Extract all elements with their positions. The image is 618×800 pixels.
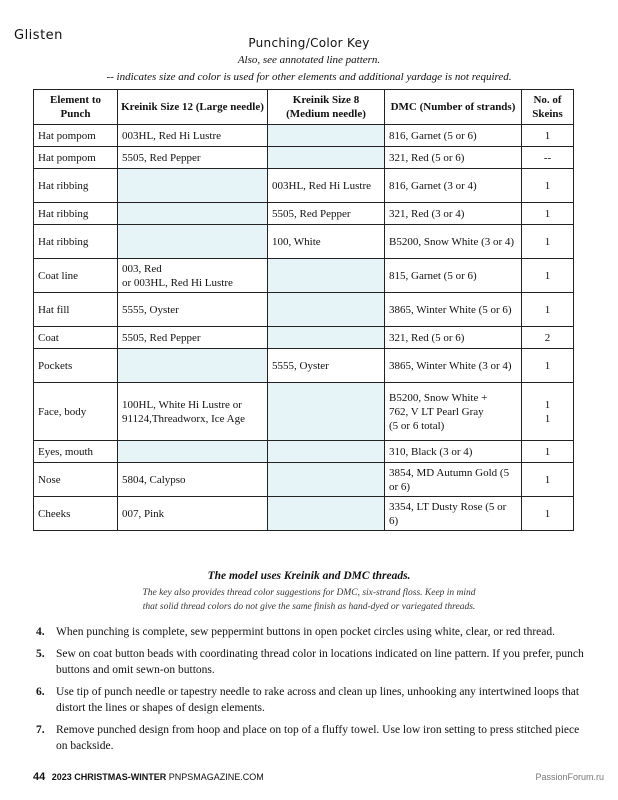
table-cell: 321, Red (5 or 6) bbox=[385, 327, 522, 349]
table-cell: 5505, Red Pepper bbox=[268, 203, 385, 225]
key-note-line-2: that solid thread colors do not give the same finish as hand-dyed or variegated threads. bbox=[142, 602, 476, 612]
table-cell: Hat pompom bbox=[34, 125, 118, 147]
table-cell: B5200, Snow White (3 or 4) bbox=[385, 225, 522, 259]
table-cell bbox=[118, 169, 268, 203]
table-cell: Coat line bbox=[34, 259, 118, 293]
table-cell: 1 1 bbox=[522, 383, 574, 441]
table-row bbox=[34, 169, 574, 203]
column-header: Kreinik Size 8 (Medium needle) bbox=[268, 90, 385, 125]
table-cell: 1 bbox=[522, 169, 574, 203]
table-cell: 321, Red (3 or 4) bbox=[385, 203, 522, 225]
table-row bbox=[34, 293, 574, 327]
step-item bbox=[36, 624, 588, 640]
table-cell: 2 bbox=[522, 327, 574, 349]
table-cell bbox=[268, 463, 385, 497]
table-row bbox=[34, 203, 574, 225]
table-cell: -- bbox=[522, 147, 574, 169]
table-cell: 5555, Oyster bbox=[268, 349, 385, 383]
table-cell: 5804, Calypso bbox=[118, 463, 268, 497]
step-text: Remove punched design from hoop and place on top of a fluffy towel. Use low iron setting to press stitched piece on backside. bbox=[56, 724, 580, 752]
table-cell: 815, Garnet (5 or 6) bbox=[385, 259, 522, 293]
table-cell: 1 bbox=[522, 293, 574, 327]
table-cell: Cheeks bbox=[34, 497, 118, 531]
step-item bbox=[36, 684, 588, 716]
table-cell: 321, Red (5 or 6) bbox=[385, 147, 522, 169]
table-row bbox=[34, 383, 574, 441]
table-cell: Hat ribbing bbox=[34, 203, 118, 225]
table-row bbox=[34, 225, 574, 259]
table-cell bbox=[268, 147, 385, 169]
table-row bbox=[34, 463, 574, 497]
table-cell bbox=[118, 349, 268, 383]
step-text: Use tip of punch needle or tapestry needle to rake across and clean up lines, unhooking any intertwined loops that distort the lines or shapes of design elements. bbox=[56, 686, 580, 714]
table-cell bbox=[268, 497, 385, 531]
table-cell: Face, body bbox=[34, 383, 118, 441]
table-cell: 5505, Red Pepper bbox=[118, 327, 268, 349]
step-number: 4. bbox=[36, 626, 45, 638]
table-cell: 310, Black (3 or 4) bbox=[385, 441, 522, 463]
table-cell: Coat bbox=[34, 327, 118, 349]
table-cell: 3865, Winter White (3 or 4) bbox=[385, 349, 522, 383]
column-header: Element to Punch bbox=[34, 90, 118, 125]
table-cell: Hat pompom bbox=[34, 147, 118, 169]
step-item bbox=[36, 722, 588, 754]
table-cell: 5505, Red Pepper bbox=[118, 147, 268, 169]
page-footer bbox=[33, 771, 264, 783]
table-row bbox=[34, 349, 574, 383]
model-note: The model uses Kreinik and DMC threads. bbox=[207, 570, 411, 582]
column-header: Kreinik Size 12 (Large needle) bbox=[118, 90, 268, 125]
table-body bbox=[34, 125, 574, 531]
table-cell: 1 bbox=[522, 349, 574, 383]
table-cell: 1 bbox=[522, 259, 574, 293]
note-line-2: -- indicates size and color is used for other elements and additional yardage is not required. bbox=[106, 71, 512, 83]
table-cell: 816, Garnet (5 or 6) bbox=[385, 125, 522, 147]
table-cell: 007, Pink bbox=[118, 497, 268, 531]
table-cell bbox=[118, 225, 268, 259]
table-cell: 1 bbox=[522, 441, 574, 463]
table-row bbox=[34, 441, 574, 463]
table-cell: Eyes, mouth bbox=[34, 441, 118, 463]
table-row bbox=[34, 259, 574, 293]
table-cell bbox=[268, 125, 385, 147]
key-note-line-1: The key also provides thread color suggestions for DMC, six-strand floss. Keep in mind bbox=[142, 588, 476, 598]
table-cell bbox=[268, 441, 385, 463]
table-row bbox=[34, 327, 574, 349]
table-cell: 1 bbox=[522, 125, 574, 147]
table-cell: 100, White bbox=[268, 225, 385, 259]
table-cell bbox=[268, 259, 385, 293]
table-cell: 1 bbox=[522, 203, 574, 225]
table-row bbox=[34, 125, 574, 147]
site-label: PNPSMAGAZINE.COM bbox=[168, 772, 264, 782]
table-row bbox=[34, 147, 574, 169]
instruction-steps bbox=[36, 624, 588, 760]
table-cell: 3865, Winter White (5 or 6) bbox=[385, 293, 522, 327]
page-tag: Glisten bbox=[14, 28, 63, 43]
table-cell: B5200, Snow White + 762, V LT Pearl Gray (5 or 6 total) bbox=[385, 383, 522, 441]
step-text: Sew on coat button beads with coordinating thread color in locations indicated on line pattern. If you prefer, punch buttons and omit sewn-on buttons. bbox=[56, 648, 584, 676]
step-number: 7. bbox=[36, 724, 45, 736]
column-header: No. of Skeins bbox=[522, 90, 574, 125]
table-cell bbox=[268, 327, 385, 349]
table-cell bbox=[268, 383, 385, 441]
color-key-table bbox=[33, 89, 574, 531]
table-cell: 003HL, Red Hi Lustre bbox=[118, 125, 268, 147]
step-text: When punching is complete, sew peppermint buttons in open pocket circles using white, clear, or red thread. bbox=[56, 626, 556, 638]
step-number: 5. bbox=[36, 648, 45, 660]
table-cell: Hat ribbing bbox=[34, 225, 118, 259]
table-cell bbox=[118, 203, 268, 225]
table-cell: 003, Red or 003HL, Red Hi Lustre bbox=[118, 259, 268, 293]
table-cell: 816, Garnet (3 or 4) bbox=[385, 169, 522, 203]
table-cell: 1 bbox=[522, 225, 574, 259]
table-cell: 1 bbox=[522, 463, 574, 497]
table-cell: 100HL, White Hi Lustre or 91124,Threadworx, Ice Age bbox=[118, 383, 268, 441]
table-cell: Hat ribbing bbox=[34, 169, 118, 203]
table-cell: 003HL, Red Hi Lustre bbox=[268, 169, 385, 203]
step-number: 6. bbox=[36, 686, 45, 698]
table-cell: 3854, MD Autumn Gold (5 or 6) bbox=[385, 463, 522, 497]
table-cell: 5555, Oyster bbox=[118, 293, 268, 327]
table-row bbox=[34, 497, 574, 531]
table-cell: Nose bbox=[34, 463, 118, 497]
table-cell bbox=[268, 293, 385, 327]
watermark: PassionForum.ru bbox=[535, 772, 604, 782]
page-number: 44 bbox=[33, 771, 46, 783]
issue-label: 2023 CHRISTMAS-WINTER bbox=[51, 772, 167, 782]
table-cell: 3354, LT Dusty Rose (5 or 6) bbox=[385, 497, 522, 531]
note-line-1: Also, see annotated line pattern. bbox=[237, 54, 381, 66]
step-item bbox=[36, 646, 588, 678]
table-header-row bbox=[34, 90, 574, 125]
table-cell: 1 bbox=[522, 497, 574, 531]
key-title: Punching/Color Key bbox=[248, 36, 370, 50]
table-cell: Pockets bbox=[34, 349, 118, 383]
table-cell bbox=[118, 441, 268, 463]
table-cell: Hat fill bbox=[34, 293, 118, 327]
column-header: DMC (Number of strands) bbox=[385, 90, 522, 125]
